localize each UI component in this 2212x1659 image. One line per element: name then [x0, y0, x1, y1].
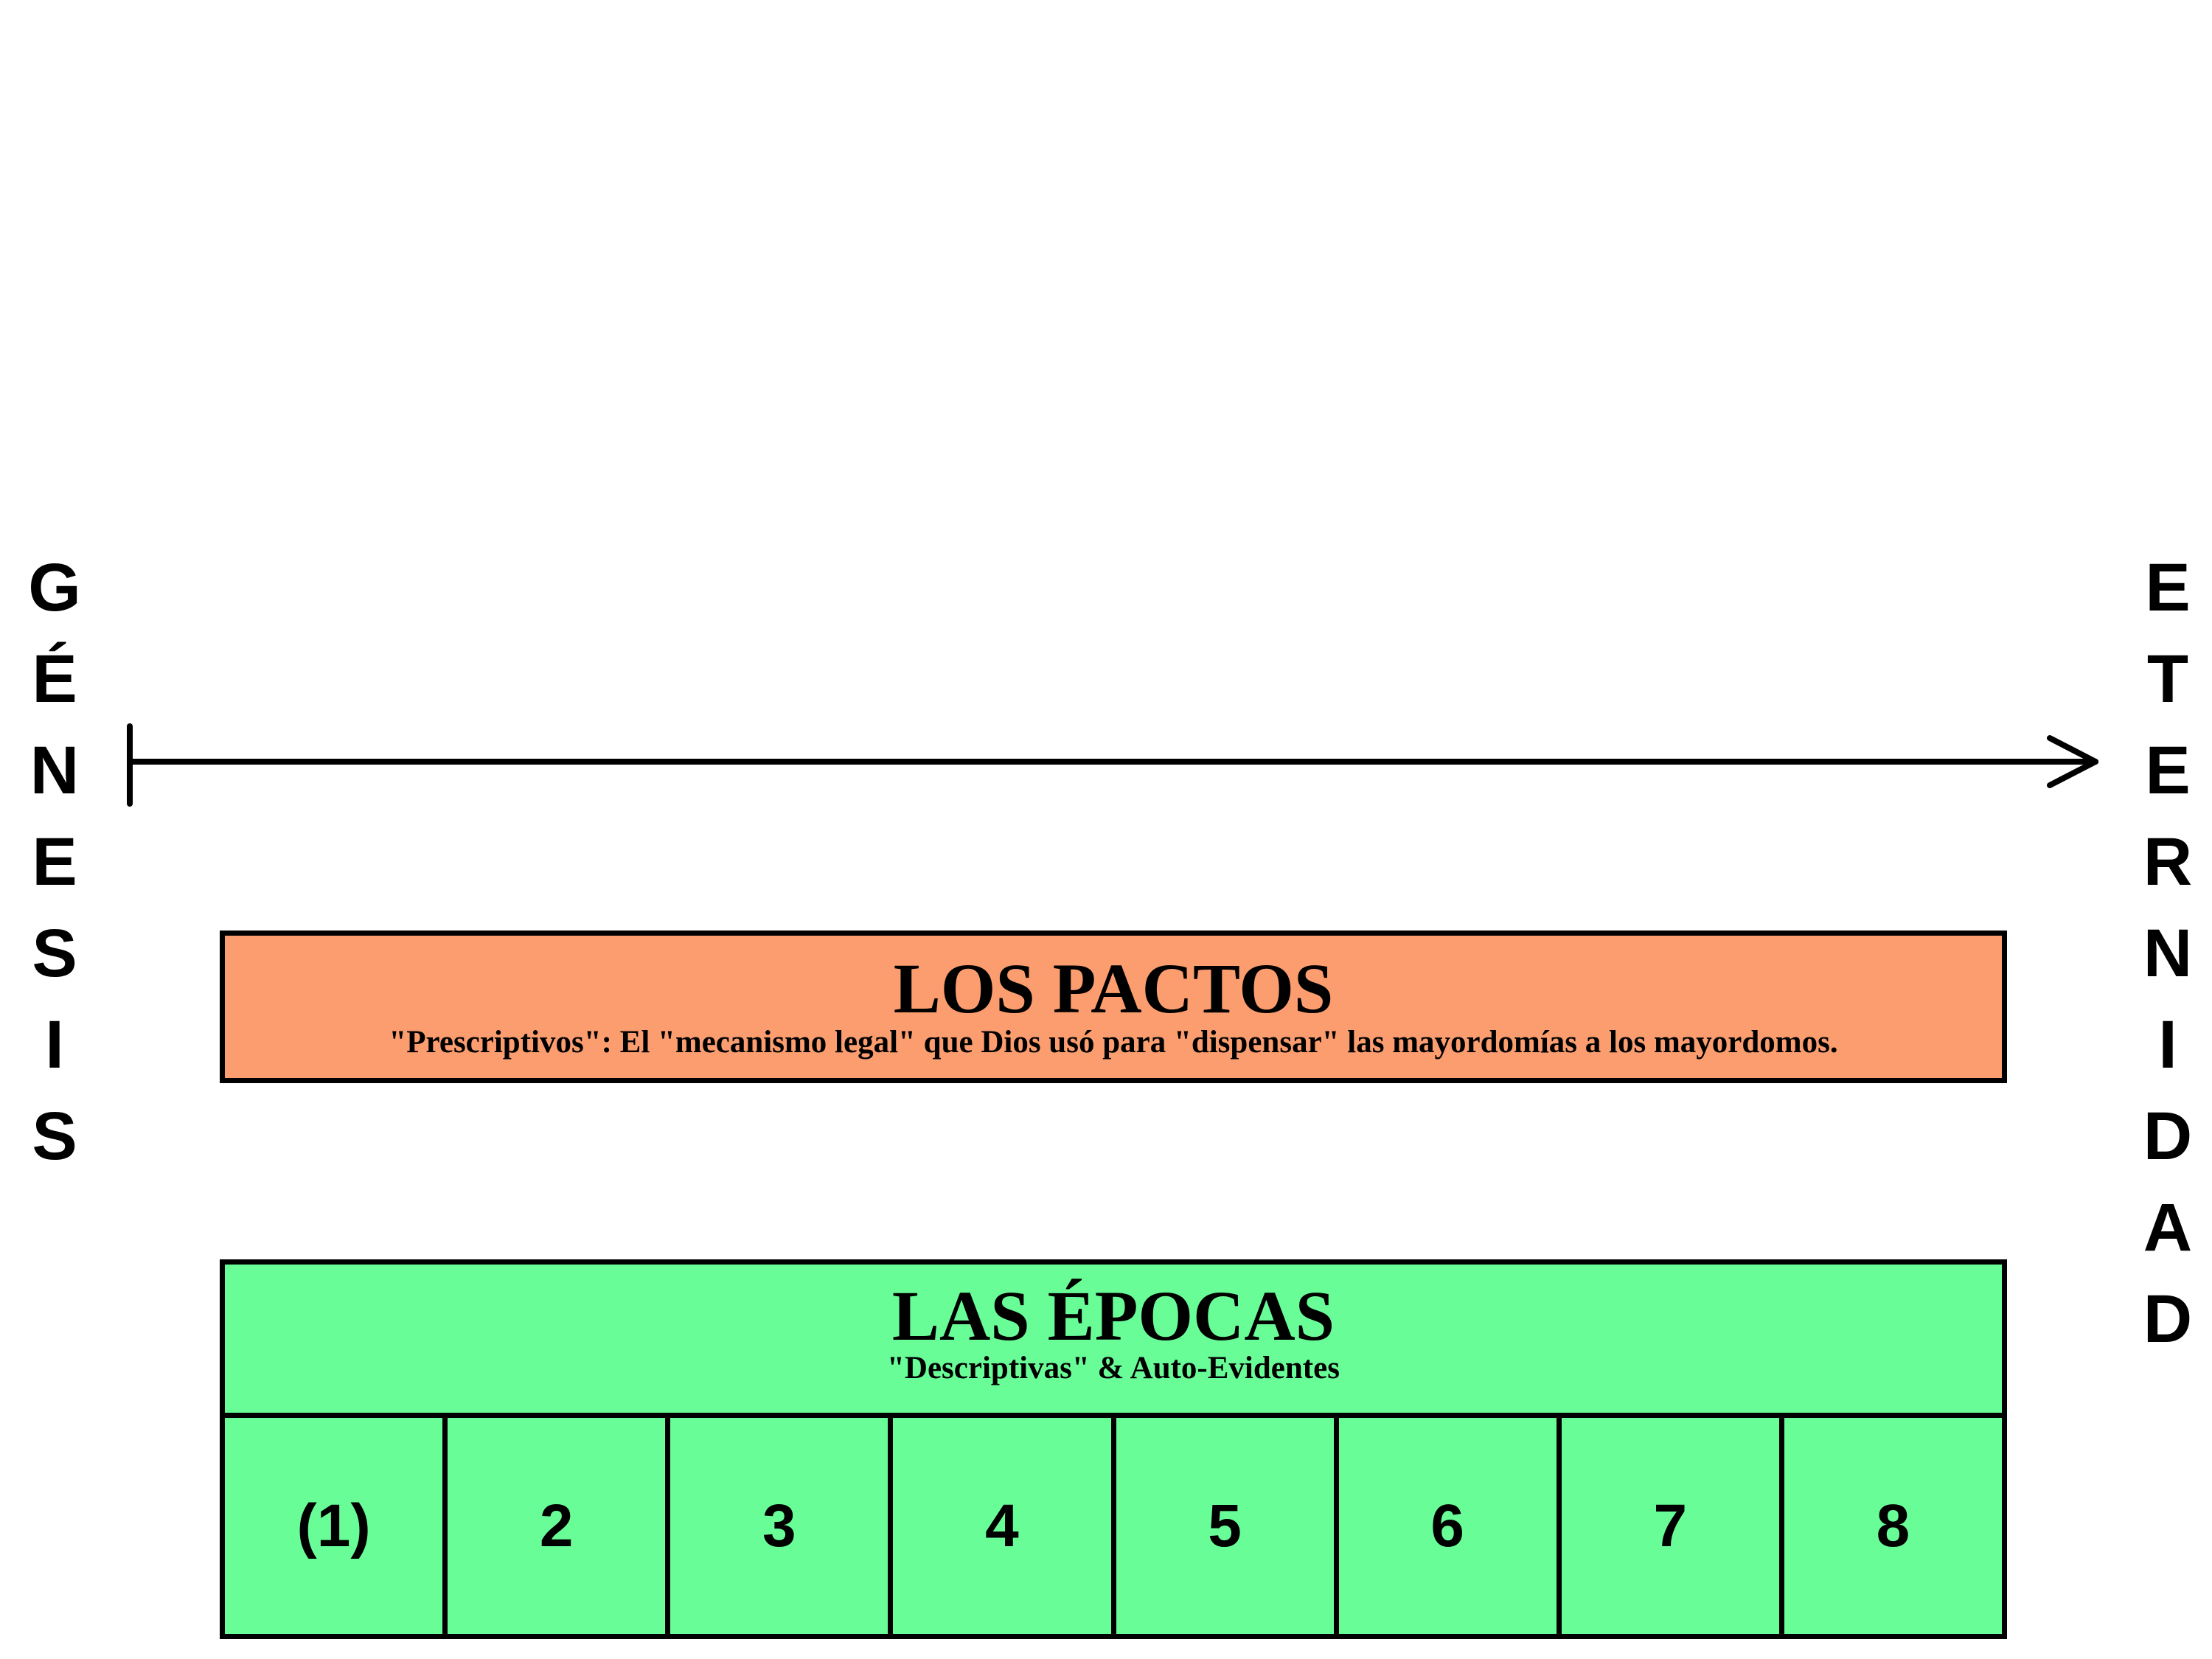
eternidad-letter: I — [2158, 1007, 2177, 1082]
genesis-letter: E — [32, 824, 77, 900]
eternidad-letter: N — [2143, 916, 2193, 991]
pactos-subtitle: "Prescriptivos": El "mecanismo legal" que Dios usó para "dispensar" las mayordomías a los mayordomos. — [389, 1025, 1838, 1060]
eternidad-letter: D — [2143, 1099, 2193, 1174]
epocas-title: LAS ÉPOCAS — [891, 1276, 1335, 1355]
epoch-cell: 4 — [893, 1418, 1116, 1634]
epocas-header — [225, 1265, 2002, 1418]
epocas-subtitle: "Descriptivas" & Auto-Evidentes — [887, 1351, 1340, 1385]
epocas-box — [220, 1259, 2007, 1639]
genesis-letter: N — [29, 733, 80, 808]
epoch-cell: 7 — [1562, 1418, 1784, 1634]
epochs-row — [225, 1418, 2002, 1634]
eternidad-letter: E — [2145, 550, 2191, 625]
pactos-title: LOS PACTOS — [893, 949, 1334, 1028]
genesis-letter: S — [32, 1099, 77, 1174]
epoch-cell: 2 — [448, 1418, 670, 1634]
eternidad-letter: A — [2143, 1190, 2193, 1265]
pactos-box — [220, 931, 2007, 1083]
eternidad-letter: E — [2145, 733, 2191, 808]
genesis-letter: I — [45, 1007, 64, 1082]
epoch-cell: 6 — [1339, 1418, 1562, 1634]
eternidad-letter: D — [2143, 1281, 2193, 1357]
epoch-cell: (1) — [225, 1418, 448, 1634]
eternidad-letter: R — [2143, 824, 2193, 900]
genesis-letter: G — [28, 550, 81, 625]
epoch-cell: 3 — [670, 1418, 893, 1634]
epoch-cell: 8 — [1876, 1492, 1910, 1559]
genesis-letter: É — [32, 641, 77, 717]
epoch-cell: 5 — [1116, 1418, 1339, 1634]
eternidad-letter: T — [2146, 641, 2189, 717]
genesis-letter: S — [32, 916, 77, 991]
